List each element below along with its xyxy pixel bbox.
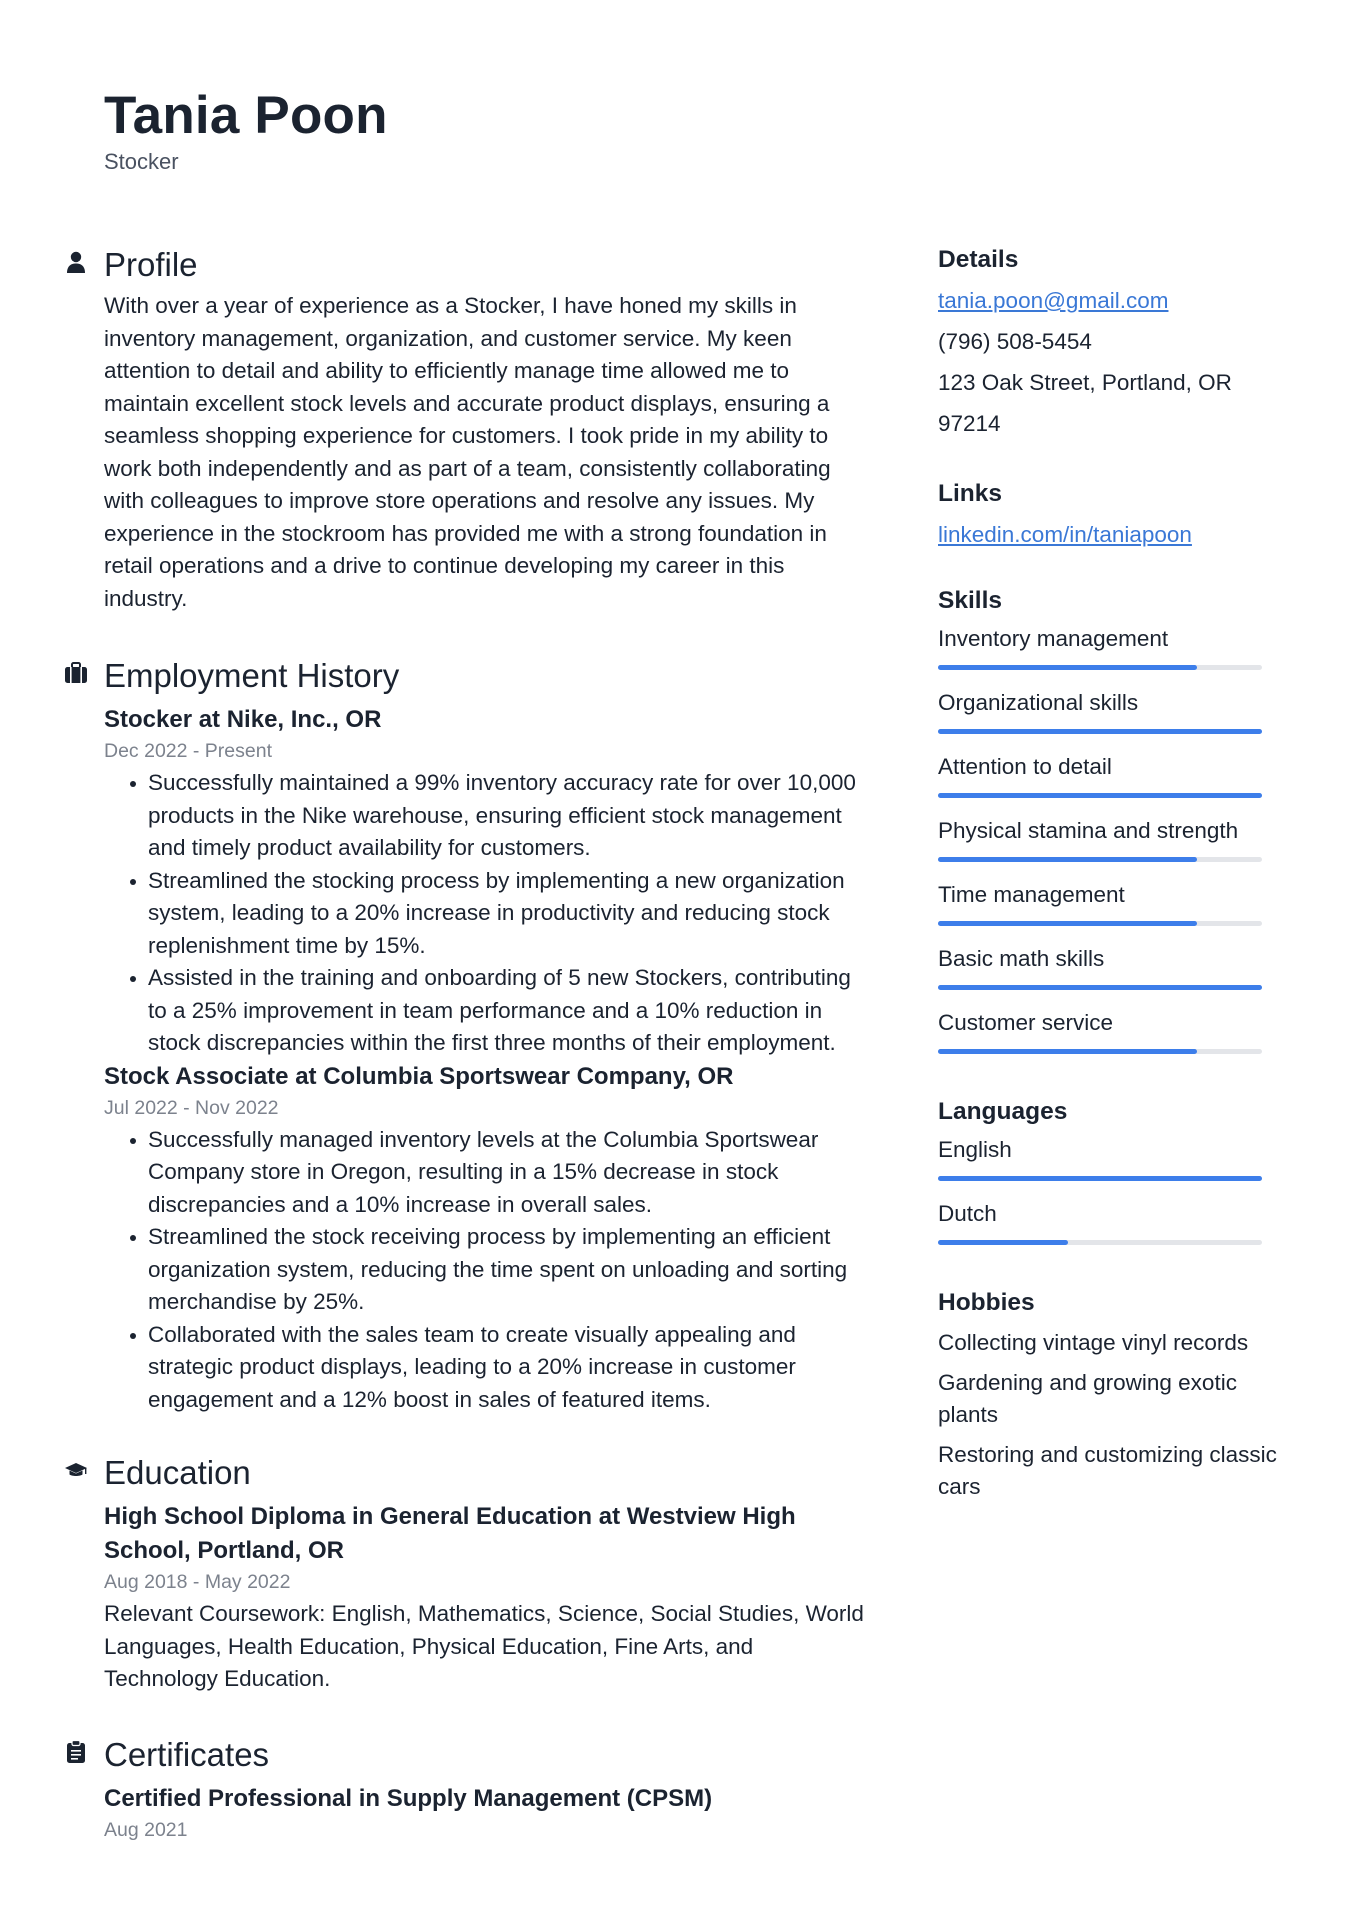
job-entry <box>104 1060 870 1417</box>
side-column <box>938 244 1298 1511</box>
skill-label: Physical stamina and strength <box>938 818 1239 843</box>
skill-bar-fill <box>938 665 1197 670</box>
languages-title: Languages <box>938 1098 1068 1125</box>
briefcase-icon <box>64 661 88 685</box>
job-title: Stock Associate at Columbia Sportswear Company, OR <box>104 1062 734 1090</box>
job-bullet: Streamlined the stock receiving process by implementing an efficient organization system, reducing the time spent on unloading and sorting merchandise by 25%. <box>126 1221 870 1319</box>
job-bullet: Collaborated with the sales team to create visually appealing and strategic product displays, leading to a 20% increase in customer engagement and a 12% boost in sales of featured items. <box>126 1319 870 1417</box>
main-column <box>104 244 870 1844</box>
resume-header <box>104 86 388 175</box>
skill-item <box>938 619 1298 670</box>
skill-bar <box>938 921 1262 926</box>
candidate-name: Tania Poon <box>104 86 388 145</box>
hobbies-title: Hobbies <box>938 1289 1035 1316</box>
job-bullets <box>126 767 870 1060</box>
skills-title: Skills <box>938 587 1003 614</box>
skill-bar <box>938 985 1262 990</box>
skill-label: Inventory management <box>938 626 1169 651</box>
skill-bar-fill <box>938 985 1262 990</box>
address: 123 Oak Street, Portland, OR 97214 <box>938 370 1232 436</box>
skill-bar-fill <box>938 921 1197 926</box>
skill-item <box>938 811 1298 862</box>
skill-bar-fill <box>938 857 1197 862</box>
employment-title: Employment History <box>104 657 400 694</box>
skill-label: Attention to detail <box>938 754 1112 779</box>
phone-number: (796) 508-5454 <box>938 329 1092 354</box>
certificates-section <box>104 1734 870 1844</box>
hobby-item: Restoring and customizing classic cars <box>938 1442 1277 1499</box>
details-section <box>938 244 1298 444</box>
details-title: Details <box>938 246 1019 273</box>
skill-bar-fill <box>938 1049 1197 1054</box>
graduation-cap-icon <box>64 1458 88 1482</box>
skill-bar <box>938 793 1262 798</box>
education-section <box>104 1452 870 1696</box>
certificate-name: Certified Professional in Supply Management (CPSM) <box>104 1784 713 1812</box>
education-date: Aug 2018 - May 2022 <box>104 1571 291 1593</box>
skill-bar <box>938 1049 1262 1054</box>
language-item <box>938 1194 1298 1245</box>
languages-section <box>938 1096 1298 1245</box>
job-title: Stocker at Nike, Inc., OR <box>104 706 382 733</box>
language-label: Dutch <box>938 1201 997 1226</box>
skill-label: Customer service <box>938 1010 1114 1035</box>
email-link[interactable]: tania.poon@gmail.com <box>938 288 1169 313</box>
skill-bar <box>938 665 1262 670</box>
clipboard-icon <box>64 1740 88 1764</box>
skill-bar <box>938 729 1262 734</box>
skill-bar-fill <box>938 729 1262 734</box>
education-degree: High School Diploma in General Education at Westview High School, Portland, OR <box>104 1503 796 1564</box>
job-bullets <box>126 1124 870 1417</box>
language-item <box>938 1130 1298 1181</box>
education-text: Relevant Coursework: English, Mathematics, Science, Social Studies, World Languages, Health Education, Physical Education, Fine Arts, and Technology Education. <box>104 1601 864 1691</box>
skill-label: Organizational skills <box>938 690 1139 715</box>
language-bar-fill <box>938 1240 1068 1245</box>
language-bar <box>938 1240 1262 1245</box>
skill-label: Basic math skills <box>938 946 1105 971</box>
profile-text: With over a year of experience as a Stocker, I have honed my skills in inventory management, organization, and customer service. My keen attention to detail and ability to efficiently manage time allowed me to maintain excellent stock levels and accurate product displays, ensuring a seamless shopping experience for customers. I took pride in my ability to work both independently and as part of a team, consistently collaborating with colleagues to improve store operations and resolve any issues. My experience in the stockroom has provided me with a strong foundation in retail operations and a drive to continue developing my career in this industry. <box>104 293 831 611</box>
skill-item <box>938 1003 1298 1054</box>
skill-item <box>938 875 1298 926</box>
linkedin-link[interactable]: linkedin.com/in/taniapoon <box>938 522 1192 547</box>
skill-item <box>938 747 1298 798</box>
job-bullet: Streamlined the stocking process by implementing a new organization system, leading to a 20% increase in productivity and reducing stock replenishment time by 15%. <box>126 865 870 963</box>
job-bullet: Successfully managed inventory levels at the Columbia Sportswear Company store in Oregon, resulting in a 15% decrease in stock discrepancies and a 10% increase in overall sales. <box>126 1124 870 1222</box>
job-date: Jul 2022 - Nov 2022 <box>104 1096 279 1119</box>
links-section <box>938 478 1298 555</box>
certificates-title: Certificates <box>104 1735 270 1773</box>
hobby-item: Gardening and growing exotic plants <box>938 1370 1237 1427</box>
job-date: Dec 2022 - Present <box>104 740 273 762</box>
skill-item <box>938 939 1298 990</box>
links-title: Links <box>938 480 1002 507</box>
employment-section <box>104 655 870 1416</box>
language-bar-fill <box>938 1176 1262 1181</box>
hobby-item: Collecting vintage vinyl records <box>938 1330 1249 1355</box>
skill-bar <box>938 857 1262 862</box>
language-bar <box>938 1176 1262 1181</box>
profile-title: Profile <box>104 246 198 283</box>
certificate-date: Aug 2021 <box>104 1818 188 1841</box>
skill-label: Time management <box>938 882 1125 907</box>
skills-section <box>938 585 1298 1054</box>
profile-section <box>104 244 870 615</box>
person-icon <box>64 250 88 274</box>
skill-item <box>938 683 1298 734</box>
skill-bar-fill <box>938 793 1262 798</box>
job-bullet: Assisted in the training and onboarding of 5 new Stockers, contributing to a 25% improvement in team performance and a 10% reduction in stock discrepancies within the first three months of their employment. <box>126 962 870 1060</box>
language-label: English <box>938 1137 1012 1162</box>
hobbies-section <box>938 1287 1298 1503</box>
candidate-role: Stocker <box>104 149 179 174</box>
job-bullet: Successfully maintained a 99% inventory accuracy rate for over 10,000 products in the Nike warehouse, ensuring efficient stock management and timely product availability for customers. <box>126 767 870 865</box>
education-title: Education <box>104 1454 251 1491</box>
job-entry <box>104 703 870 1060</box>
